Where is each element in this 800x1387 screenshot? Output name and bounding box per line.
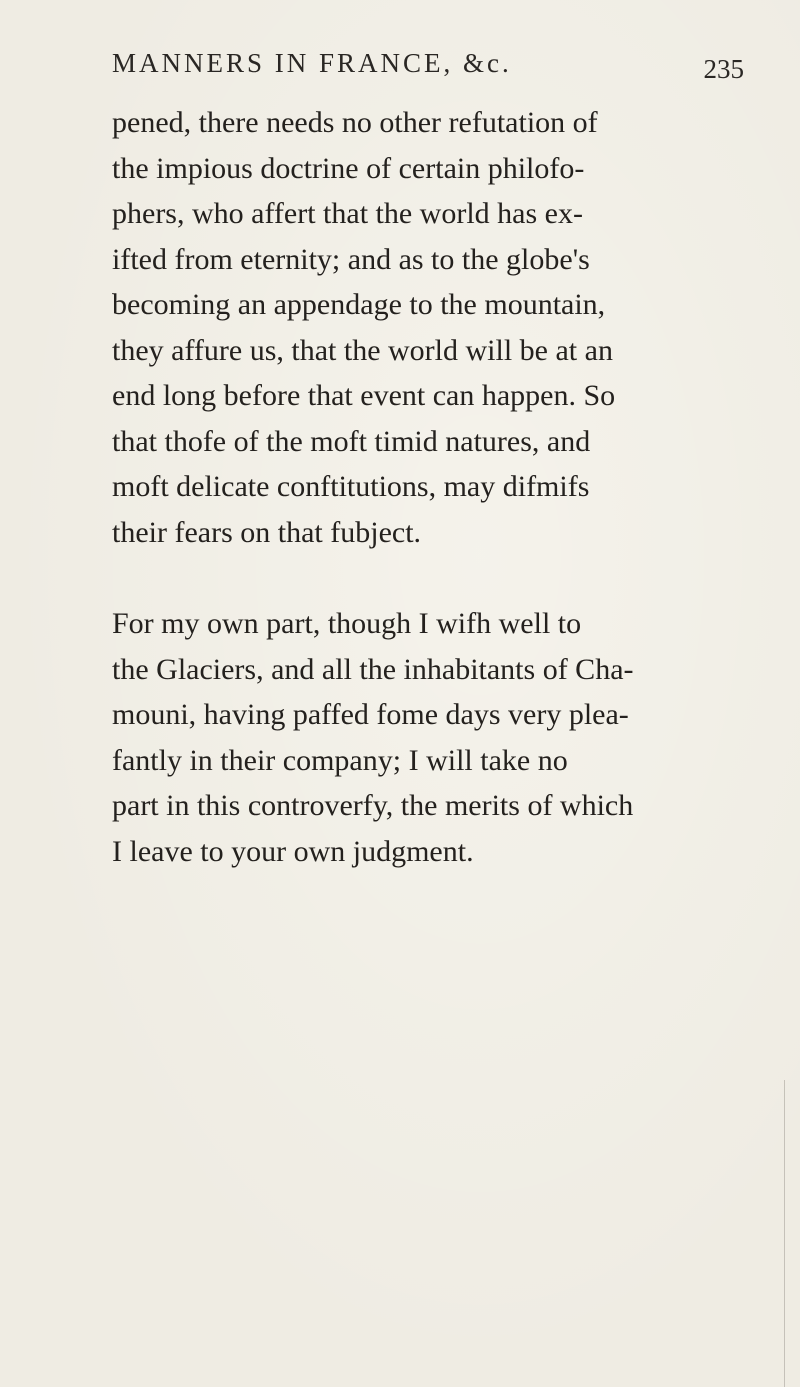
running-title: MANNERS IN FRANCE, &c. bbox=[112, 48, 512, 78]
text-line: I leave to your own judgment. bbox=[112, 834, 474, 868]
text-line: For my own part, though I wifh well to bbox=[112, 607, 582, 640]
text-line: becoming an appendage to the mountain, bbox=[112, 288, 606, 321]
paragraph bbox=[112, 601, 752, 874]
text-line: end long before that event can happen. So bbox=[112, 379, 616, 412]
text-line: pened, there needs no other refutation of bbox=[112, 106, 598, 139]
text-line: the Glaciers, and all the inhabitants of Cha- bbox=[112, 652, 634, 686]
text-line: the impious doctrine of certain philofo- bbox=[112, 151, 585, 185]
text-line: ifted from eternity; and as to the globe's bbox=[112, 242, 590, 276]
text-line: mouni, having paffed fome days very plea- bbox=[112, 698, 629, 731]
text-line: part in this controverfy, the merits of which bbox=[112, 789, 634, 822]
paragraph-gap bbox=[112, 555, 752, 601]
text-line: fantly in their company; I will take no bbox=[112, 743, 568, 777]
text-line: that thofe of the moft timid natures, and bbox=[112, 424, 591, 458]
text-line: moft delicate conftitutions, may difmifs bbox=[112, 470, 590, 503]
page-number: 235 bbox=[703, 54, 744, 84]
page-edge-mark bbox=[784, 1080, 785, 1387]
paragraph bbox=[112, 100, 752, 555]
text-line: phers, who affert that the world has ex- bbox=[112, 197, 583, 230]
page-header bbox=[112, 48, 744, 92]
text-line: their fears on that fubject. bbox=[112, 515, 422, 549]
body-text bbox=[112, 100, 752, 874]
text-line: they affure us, that the world will be at an bbox=[112, 333, 613, 367]
